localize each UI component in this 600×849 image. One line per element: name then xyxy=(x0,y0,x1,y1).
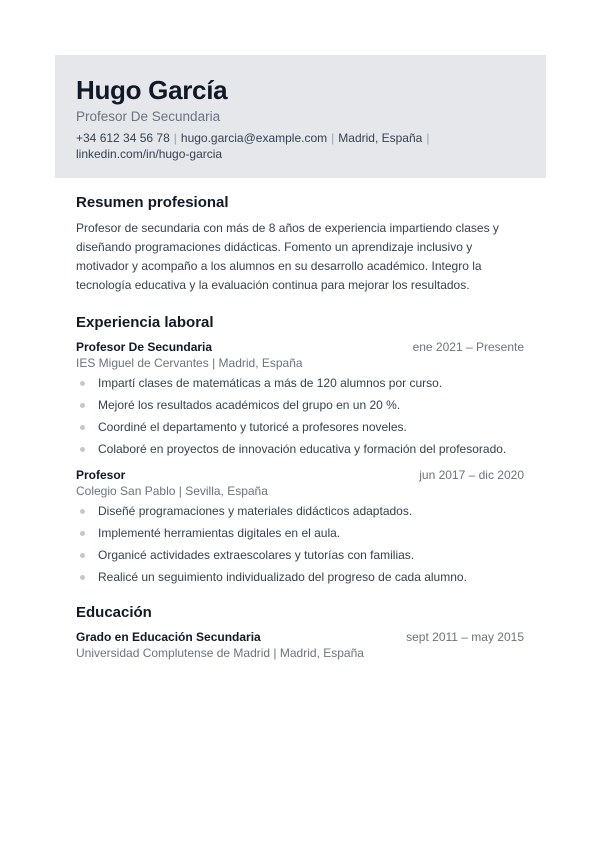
education-institution: Universidad Complutense de Madrid | Madrid, España xyxy=(76,646,364,660)
job-title: Profesor De Secundaria xyxy=(76,109,221,124)
person-name: Hugo García xyxy=(76,75,228,105)
separator: | xyxy=(331,131,335,145)
list-item: Realicé un seguimiento individualizado del progreso de cada alumno. xyxy=(76,569,524,585)
list-item: Implementé herramientas digitales en el aula. xyxy=(76,525,524,541)
separator: | xyxy=(426,131,430,145)
contact-info xyxy=(76,130,525,162)
degree-title: Grado en Educación Secundaria xyxy=(76,630,261,644)
job-entry xyxy=(76,339,524,457)
job-dates: ene 2021 – Presente xyxy=(412,340,524,354)
experience-heading: Experiencia laboral xyxy=(76,314,214,331)
phone-number: +34 612 34 56 78 xyxy=(76,131,170,145)
job-achievements xyxy=(76,503,524,585)
experience-section xyxy=(76,313,524,585)
list-item: Coordiné el departamento y tutoricé a profesores noveles. xyxy=(76,419,524,435)
list-item: Diseñé programaciones y materiales didácticos adaptados. xyxy=(76,503,524,519)
job-entry xyxy=(76,467,524,585)
list-item: Mejoré los resultados académicos del grupo en un 20 %. xyxy=(76,397,524,413)
resume-header xyxy=(55,55,546,178)
email-address: hugo.garcia@example.com xyxy=(180,131,328,145)
resume-body xyxy=(76,193,524,679)
job-organization: Colegio San Pablo | Sevilla, España xyxy=(76,484,268,498)
job-organization: IES Miguel de Cervantes | Madrid, España xyxy=(76,356,303,370)
summary-text: Profesor de secundaria con más de 8 años de experiencia impartiendo clases y diseñando programaciones didácticas. Fomento un aprendizaje inclusivo y motivador y acompaño a los alumnos en su desarrollo académico. Integro la tecnología educativa y la evaluación continua para mejorar los resultados. xyxy=(76,221,499,292)
job-achievements xyxy=(76,375,524,457)
job-header xyxy=(76,467,524,483)
job-dates: jun 2017 – dic 2020 xyxy=(419,468,524,482)
summary-heading: Resumen profesional xyxy=(76,194,229,211)
education-heading: Educación xyxy=(76,604,152,621)
list-item: Organicé actividades extraescolares y tutorías con familias. xyxy=(76,547,524,563)
location: Madrid, España xyxy=(338,131,423,145)
list-item: Impartí clases de matemáticas a más de 120 alumnos por curso. xyxy=(76,375,524,391)
linkedin-link[interactable]: linkedin.com/in/hugo-garcia xyxy=(76,147,223,161)
summary-section xyxy=(76,193,524,295)
education-section xyxy=(76,603,524,661)
job-position: Profesor xyxy=(76,468,126,482)
job-header xyxy=(76,339,524,355)
education-dates: sept 2011 – may 2015 xyxy=(406,630,524,644)
education-header xyxy=(76,629,524,645)
list-item: Colaboré en proyectos de innovación educativa y formación del profesorado. xyxy=(76,441,524,457)
separator: | xyxy=(173,131,177,145)
job-position: Profesor De Secundaria xyxy=(76,340,213,354)
education-entry xyxy=(76,629,524,661)
